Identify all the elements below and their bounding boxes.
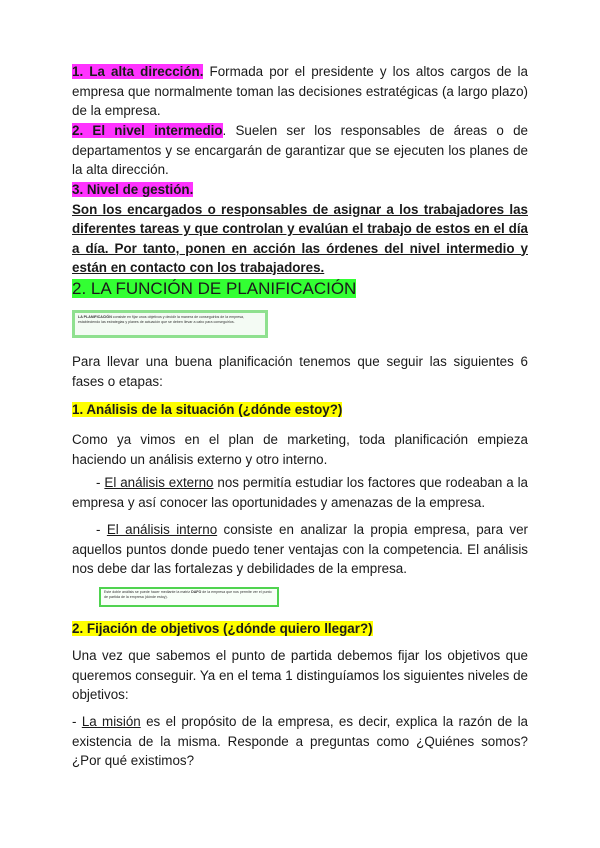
intro-paragraph: Para llevar una buena planificación tenemos que seguir las siguientes 6 fases o etapas: bbox=[72, 354, 528, 389]
level-1-heading: 1. La alta dirección. bbox=[72, 64, 204, 79]
phase2-title-text: 2. Fijación de objetivos (¿dónde quiero llegar?) bbox=[72, 621, 373, 636]
level-nivel-gestion bbox=[72, 180, 528, 278]
section-title-text: 2. LA FUNCIÓN DE PLANIFICACIÓN bbox=[72, 279, 357, 298]
external-analysis-text: nos permitía estudiar los factores que rodeaban a la empresa y así conocer las oportunidades y amenazas de la empresa. bbox=[72, 475, 528, 510]
phase1-title-text: 1. Análisis de la situación (¿dónde estoy?) bbox=[72, 402, 343, 417]
external-analysis-item: - El análisis externo nos permitía estudiar los factores que rodeaban a la empresa y así conocer las oportunidades y amenazas de la empresa. bbox=[72, 475, 528, 510]
external-analysis-label: El análisis externo bbox=[104, 475, 214, 490]
level-alta-direccion bbox=[72, 62, 528, 121]
phase2-title bbox=[72, 619, 528, 639]
mision-text: es el propósito de la empresa, es decir, explica la razón de la existencia de la misma. Responde a preguntas como ¿Quiénes somos? ¿Por qué existimos? bbox=[72, 714, 529, 768]
note2-text-a: Este doble análisis se puede hacer mediante la matriz bbox=[104, 590, 192, 594]
mision-label: La misión bbox=[81, 714, 141, 729]
section-title bbox=[72, 278, 356, 300]
phase1-title bbox=[72, 400, 528, 420]
internal-analysis-label: El análisis interno bbox=[106, 522, 218, 537]
dafo-note bbox=[99, 587, 279, 607]
note1-bold: LA PLANIFICACIÓN bbox=[78, 315, 112, 319]
note1-text: consiste en fijar unos objetivos y decidir la manera de conseguirlos de la empresa, estableciendo las estrategias y planes de actuación que se deben llevar a cabo para conseguirlos. bbox=[78, 315, 245, 325]
level-nivel-intermedio bbox=[72, 121, 528, 180]
internal-analysis-text: consiste en analizar la propia empresa, para ver aquellos puntos donde puedo tener ventajas con la competencia. El análisis nos debe dar las fortalezas y debilidades de la empresa. bbox=[72, 522, 528, 576]
phase1-paragraph: Como ya vimos en el plan de marketing, toda planificación empieza haciendo un análisis externo y otro interno. bbox=[72, 432, 528, 467]
internal-analysis-item: - El análisis interno consiste en analizar la propia empresa, para ver aquellos puntos donde puedo tener ventajas con la competencia. El análisis nos debe dar las fortalezas y debilidades de la empresa. bbox=[72, 522, 528, 576]
level-2-text: . Suelen ser los responsables de áreas o de departamentos y se encargarán de garantizar que se ejecuten los planes de la alta dirección. bbox=[72, 123, 529, 177]
level-1-text: Formada por el presidente y los altos cargos de la empresa que normalmente toman las decisiones estratégicas (a largo plazo) de la empresa. bbox=[72, 64, 528, 118]
level-3-heading: 3. Nivel de gestión. bbox=[72, 182, 194, 197]
mision-item: - La misión es el propósito de la empresa, es decir, explica la razón de la existencia de la misma. Responde a preguntas como ¿Quiénes somos? ¿Por qué existimos? bbox=[72, 714, 529, 768]
planificacion-definition-note bbox=[72, 310, 268, 338]
level-2-heading: 2. El nivel intermedio bbox=[72, 123, 223, 138]
note2-bold: DAFO bbox=[191, 590, 202, 594]
level-3-text: Son los encargados o responsables de asignar a los trabajadores las diferentes tareas y que controlan y evalúan el trabajo de estos en el día a día. Por tanto, ponen en acción las órdenes del nivel intermedio y están en contacto con los trabajadores. bbox=[72, 201, 528, 275]
note2-text-b: de la empresa que nos permite ver el punto de partida de la empresa (dónde estoy). bbox=[104, 590, 272, 599]
phase2-paragraph: Una vez que sabemos el punto de partida debemos fijar los objetivos que queremos conseguir. Ya en el tema 1 distinguíamos los siguientes niveles de objetivos: bbox=[72, 648, 528, 702]
